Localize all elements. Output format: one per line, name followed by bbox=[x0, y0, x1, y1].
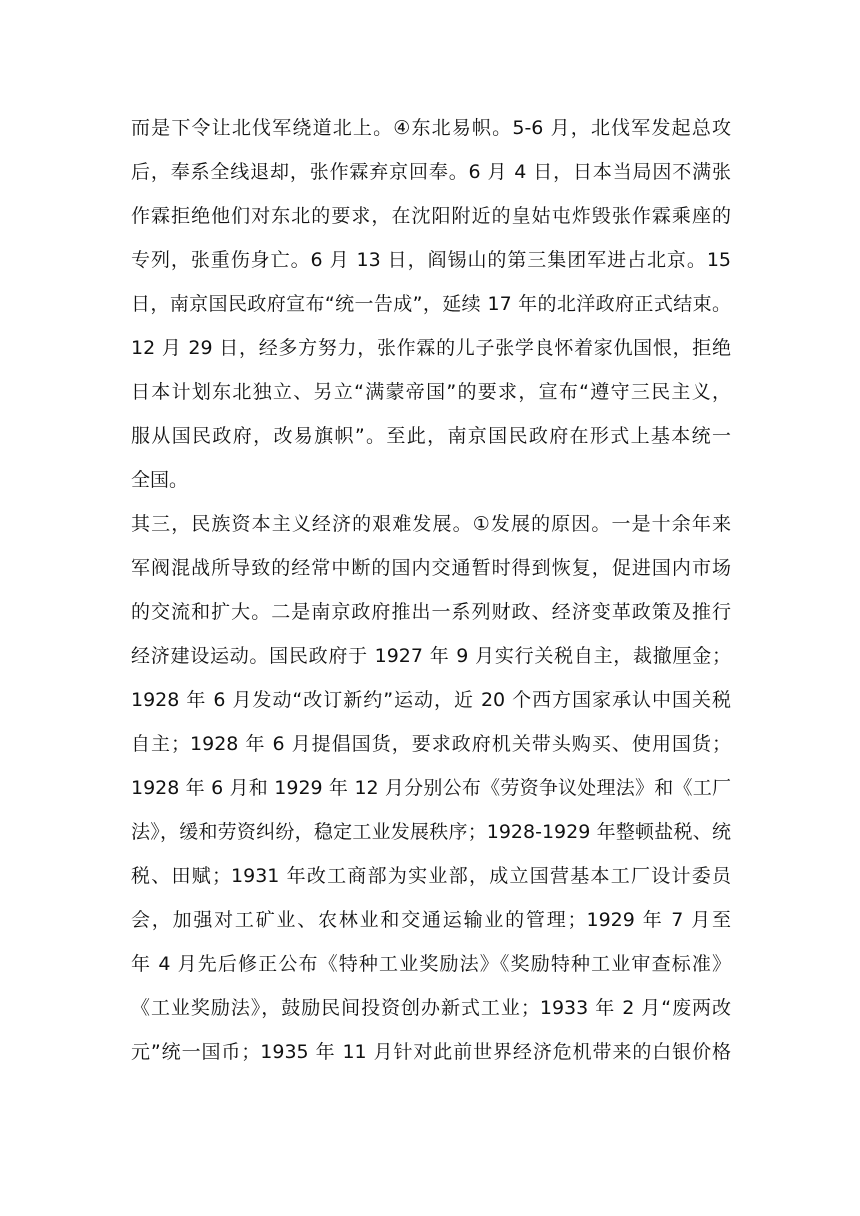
text-line: 元”统一国币；1935 年 11 月针对此前世界经济危机带来的白银价格 bbox=[131, 1041, 731, 1063]
text-line: 1928 年 6 月和 1929 年 12 月分别公布《劳资争议处理法》和《工厂 bbox=[131, 777, 731, 799]
text-line: 日本计划东北独立、另立“满蒙帝国”的要求，宣布“遵守三民主义， bbox=[131, 381, 731, 403]
text-line: 《工业奖励法》，鼓励民间投资创办新式工业；1933 年 2 月“废两改 bbox=[131, 997, 731, 1019]
text-line: 后，奉系全线退却，张作霖弃京回奉。6 月 4 日，日本当局因不满张 bbox=[131, 161, 731, 183]
text-line: 经济建设运动。国民政府于 1927 年 9 月实行关税自主，裁撤厘金； bbox=[131, 645, 731, 667]
text-line: 服从国民政府，改易旗帜”。至此，南京国民政府在形式上基本统一 bbox=[131, 425, 731, 447]
text-line: 日，南京国民政府宣布“统一告成”，延续 17 年的北洋政府正式结束。 bbox=[131, 293, 731, 315]
text-line: 的交流和扩大。二是南京政府推出一系列财政、经济变革政策及推行 bbox=[131, 601, 731, 623]
text-line: 其三，民族资本主义经济的艰难发展。①发展的原因。一是十余年来 bbox=[131, 513, 731, 535]
text-line: 专列，张重伤身亡。6 月 13 日，阎锡山的第三集团军进占北京。15 bbox=[131, 249, 731, 271]
document-body bbox=[131, 106, 731, 1074]
text-line: 税、田赋；1931 年改工商部为实业部，成立国营基本工厂设计委员 bbox=[131, 865, 731, 887]
text-line: 全国。 bbox=[131, 469, 189, 491]
text-line: 会，加强对工矿业、农林业和交通运输业的管理；1929 年 7 月至 bbox=[131, 909, 731, 931]
text-line: 1928 年 6 月发动“改订新约”运动，近 20 个西方国家承认中国关税 bbox=[131, 689, 731, 711]
text-line: 作霖拒绝他们对东北的要求，在沈阳附近的皇姑屯炸毁张作霖乘座的 bbox=[131, 205, 731, 227]
text-line: 自主；1928 年 6 月提倡国货，要求政府机关带头购买、使用国货； bbox=[131, 733, 731, 755]
text-line: 年 4 月先后修正公布《特种工业奖励法》《奖励特种工业审查标准》 bbox=[131, 953, 731, 975]
text-line: 12 月 29 日，经多方努力，张作霖的儿子张学良怀着家仇国恨，拒绝 bbox=[131, 337, 731, 359]
text-line: 法》，缓和劳资纠纷，稳定工业发展秩序；1928-1929 年整顿盐税、统 bbox=[131, 821, 731, 843]
text-line: 军阀混战所导致的经常中断的国内交通暂时得到恢复，促进国内市场 bbox=[131, 557, 731, 579]
text-line: 而是下令让北伐军绕道北上。④东北易帜。5-6 月，北伐军发起总攻 bbox=[131, 117, 731, 139]
